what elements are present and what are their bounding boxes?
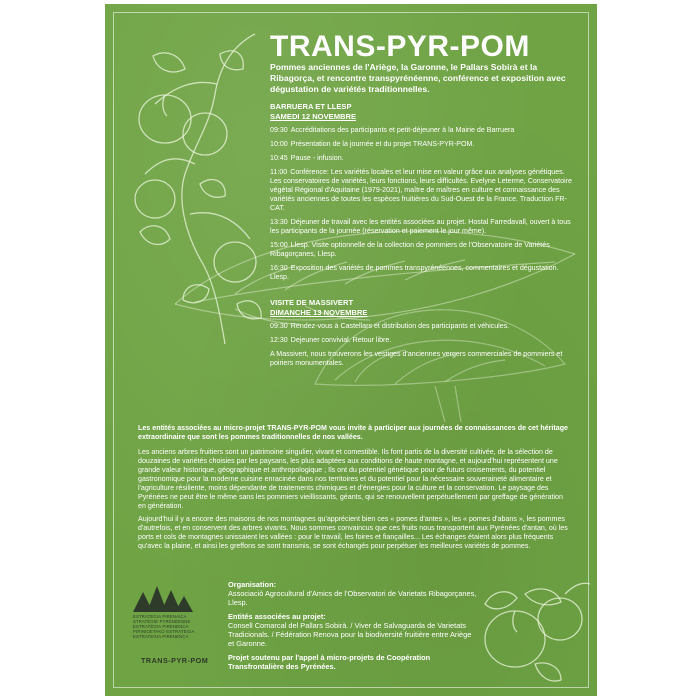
project-logo-name: TRANS-PYR-POM [141,656,209,665]
logo-text [133,614,213,639]
strategy-logo [133,586,213,639]
organisation-block [228,580,478,671]
item-text: Exposition des variétés de pommes transpyrénéennes, commentaires et dégustation. Llesp. [270,264,559,281]
item-text: Llesp. Visite optionnelle de la collection de pommiers de l'Observatoire de Variétés Ribagorçanes, Llesp. [270,241,550,258]
logo-line: STRATÉGIE PYRÉNÉENNE [133,619,191,624]
program [270,102,575,368]
logo-line: PIRINIOETAKO ESTRATEGIA [133,629,195,634]
body-text [138,448,568,555]
day2-place: VISITE DE MASSIVERT [270,298,354,307]
item-text: A Massivert, nous trouverons les vestiges d'anciennes vergers commerciales de pommiers et poiriers monumentales. [270,350,563,367]
item-time: 16:30 [270,264,288,272]
day1-heading [270,102,575,121]
item-time: 09:30 [270,322,288,330]
page-subtitle: Pommes anciennes de l'Ariège, la Garonne, le Pallars Sobirà et la Ribagorça, et rencontre transpyrénéenne, conférence et exposition avec dégustation de variétés traditionnelles. [270,62,566,94]
poster [105,4,597,696]
item-time: 10:00 [270,140,288,148]
item-time: 09:30 [270,126,288,134]
schedule-item [270,140,575,149]
schedule-item [270,336,575,345]
associates-label: Entités associées au projet: [228,612,326,621]
day1-date: SAMEDI 12 NOVEMBRE [270,111,357,121]
day2-heading [270,298,575,317]
body-paragraph: Les anciens arbres fruitiers sont un patrimoine singulier, vivant et comestible. Ils font partis de la diversité cultivée, de la sélection de douzaines de variétés choisies par les paysans, les plus adaptées aux conditions de haute montagne, et aujourd'hui représentent une grande valeur historique, géographique et anthropologique ; Ils ont du potentiel génétique pour de futurs croisements, du potentiel gastronomique pour la moderne cuisine enracinée dans nos territoires et du potentiel pour la nécessaire souveraineté alimentaire et l'agriculture résiliente, moins dépendante de traitements chimiques et d'énergies pour la culture et la conservation. Le paysage des Pyrénées ne peut être le même sans les pommiers vieillissants, géants, qui se renouvellent perpétuellement par greffage de génération en génération. [138,448,563,510]
schedule-item [270,322,575,331]
item-text: Conférence: Les variétés locales et leur mise en valeur grâce aux analyses génétiques. Les conservatoires de variétés, leurs fonctions, leurs difficultés. Evelyne Leterme, Conservatoire végétal Régional d'Aquitaine (1979-2021), maître de maîtres en culture et connaissance des variétés anciennes de toutes les espèces fruitières du Sud-Ouest de la France. Traduction FR-CAT. [270,168,572,212]
body-paragraph: Aujourd'hui il y a encore des maisons de nos montagnes qu'apprécient bien ces « pomes d'antes », les « pomes d'abans », les pommes d'autrefois, et en conservent des arbres vivants. Nous sommes convaincus que ces fruits nous transportent aux Pyrénées d'antan, où les ports et cols de montagnes unissaient les vallées : pour le travail, les foires et fiançailles... Les échanges étaient alors plus fréquents qu'avec la plaine, et ainsi les greffons se sont transmis, se sont échangés pour perpétuer les meilleures variétés de pommes. [138,515,568,550]
item-text: Présentation de la journée et du projet TRANS-PYR-POM. [290,140,475,148]
schedule-item [270,241,575,259]
schedule-item [270,168,575,213]
support-text: Projet soutenu par l'appel à micro-projets de Coopération Transfrontalière des Pyrénées. [228,653,431,671]
schedule-item [270,218,575,236]
intro-paragraph: Les entités associées au micro-projet TRANS-PYR-POM vous invite à participer aux journées de connaissances de cet héritage extraordinaire que sont les pommes traditionnelles de nos vallées. [138,424,568,441]
schedule-item [270,154,575,163]
schedule-item [270,126,575,135]
day2-date: DIMANCHE 13 NOVEMBRE [270,307,368,317]
logo-line: ESTRATEGIA PIRENENCA [133,634,189,639]
mountain-peaks-icon [133,586,193,612]
item-text: Déjeuner de travail avec les entités associées au projet. Hostal Farredavall, ouvert à tous les participants de la journée (réservation et paiement le jour même). [270,218,571,235]
item-text: Accréditations des participants et petit-déjeuner à la Mairie de Barruera [290,126,515,134]
item-time: 11:00 [270,168,288,176]
item-text: Pause - infusion. [290,154,344,162]
associates-text: Consell Comarcal del Pallars Sobirà. / Viver de Salvaguarda de Varietats Tradicionals. / Fédération Renova pour la biodiversité fruitière entre Ariège et Garonne. [228,621,472,648]
schedule-item [270,350,575,368]
item-text: Rendez-vous à Castellars et distribution des participants et véhicules. [290,322,510,330]
logo-line: ESTRATÈGIA PIRENENCA [133,624,189,629]
item-time: 10:45 [270,154,288,162]
day1-place: BARRUERA ET LLESP [270,102,352,111]
logo-line: ESTRATEGIA PIRENAICA [133,614,187,619]
item-time: 15:00 [270,241,288,249]
item-time: 12:30 [270,336,288,344]
item-time: 13:30 [270,218,288,226]
organisation-text: Associació Agrocultural d'Amics de l'Observatori de Varietats Ribagorçanes, Llesp. [228,589,477,607]
organisation-label: Organisation: [228,580,277,589]
schedule-item [270,264,575,282]
page-title: TRANS-PYR-POM [270,30,530,63]
item-text: Dejeuner convivial. Retour libre. [290,336,392,344]
